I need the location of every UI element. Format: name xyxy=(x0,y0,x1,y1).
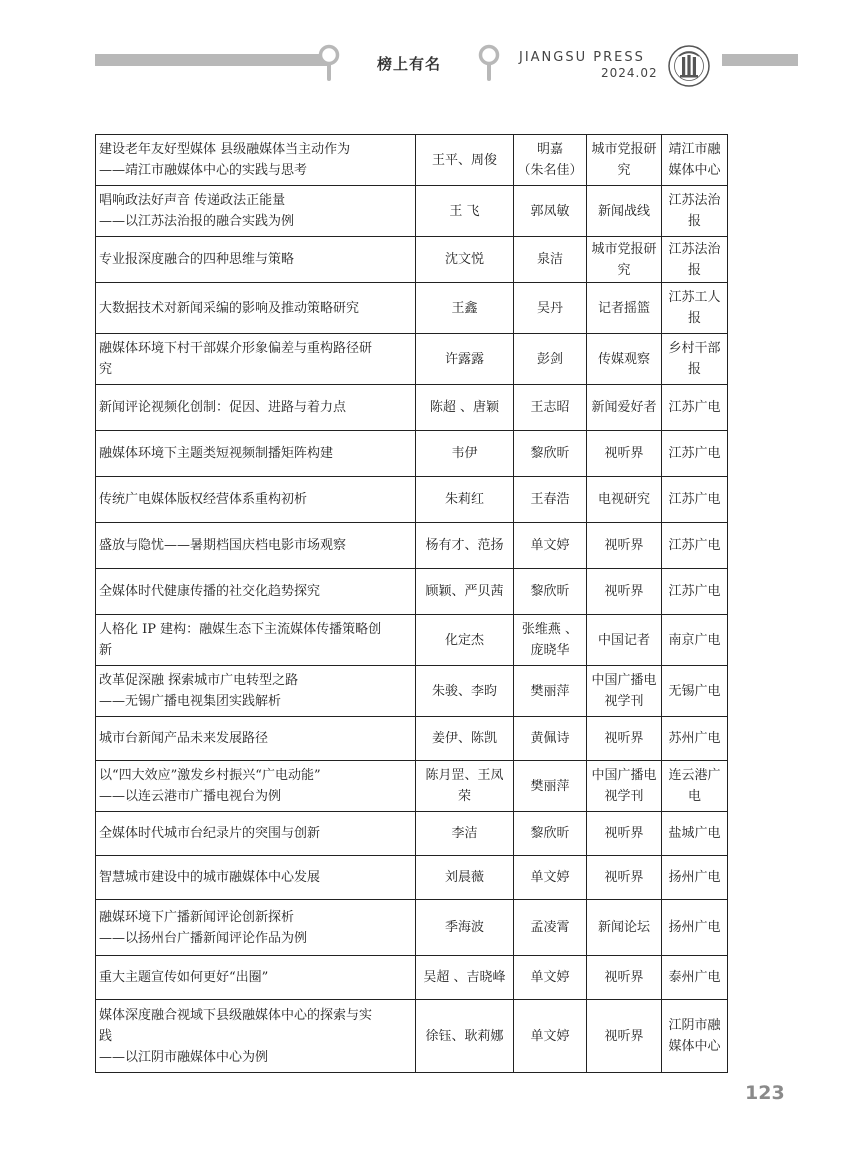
cell-text-line: 单文婷 xyxy=(530,538,570,553)
cell-text-line: 韦伊 xyxy=(451,446,478,461)
article-title-cell xyxy=(96,334,416,385)
editor-cell xyxy=(514,237,587,283)
unit-cell xyxy=(662,615,728,666)
cell-text-line: 靖江市融 xyxy=(668,142,721,157)
cell-text-line: 刘晨薇 xyxy=(444,870,484,885)
header-bar-right xyxy=(722,54,798,66)
unit-cell xyxy=(662,186,728,237)
cell-text-line: 王鑫 xyxy=(451,300,478,316)
publication-cell xyxy=(587,477,662,523)
cell-text-line: ——靖江市融媒体中心的实践与思考 xyxy=(99,163,308,178)
editor-cell xyxy=(514,1000,587,1073)
editor-cell xyxy=(514,717,587,761)
publication-cell xyxy=(587,761,662,812)
author-cell xyxy=(416,666,514,717)
cell-text-line: 苏州广电 xyxy=(668,731,721,746)
issue-date: 2024.02 xyxy=(601,66,658,80)
cell-text-line: 新闻论坛 xyxy=(597,920,650,935)
article-title-cell xyxy=(96,186,416,237)
cell-text-line: 改革促深融 探索城市广电转型之路 xyxy=(99,673,299,688)
cell-text-line: （朱名佳） xyxy=(517,163,583,178)
cell-text-line: 重大主题宣传如何更好“出圈” xyxy=(99,970,269,985)
cell-text-line: 人格化 IP 建构：融媒生态下主流媒体传播策略创 xyxy=(99,622,382,637)
cell-text-line: 媒体中心 xyxy=(668,1039,721,1054)
cell-text-line: 连云港广 xyxy=(668,768,721,783)
article-title-cell xyxy=(96,237,416,283)
publication-cell xyxy=(587,334,662,385)
cell-text-line: 王 飞 xyxy=(449,203,480,219)
table-row xyxy=(96,135,728,186)
cell-text-line: 融媒体环境下村干部媒介形象偏差与重构路径研 xyxy=(99,341,373,356)
cell-text-line: 电视研究 xyxy=(597,492,650,507)
author-cell xyxy=(416,385,514,431)
editor-cell xyxy=(514,569,587,615)
cell-text-line: 融媒体环境下主题类短视频制播矩阵构建 xyxy=(99,446,334,461)
cell-text-line: 视学刊 xyxy=(604,789,644,804)
cell-text-line: 城市党报研 xyxy=(591,142,657,157)
table-row xyxy=(96,615,728,666)
cell-text-line: 朱骏、李昀 xyxy=(431,683,497,699)
cell-text-line: 电 xyxy=(687,789,701,804)
cell-text-line: 化定杰 xyxy=(444,632,484,648)
cell-text-line: 视听界 xyxy=(604,970,644,985)
publication-cell xyxy=(587,956,662,1000)
table-row xyxy=(96,237,728,283)
editor-cell xyxy=(514,186,587,237)
cell-text-line: 报 xyxy=(687,214,701,229)
cell-text-line: ——以连云港市广播电视台为例 xyxy=(99,789,282,804)
publication-cell xyxy=(587,283,662,334)
unit-cell xyxy=(662,900,728,956)
cell-text-line: 盐城广电 xyxy=(668,826,721,841)
publication-cell xyxy=(587,1000,662,1073)
cell-text-line: 城市党报研 xyxy=(591,241,657,257)
article-title-cell xyxy=(96,477,416,523)
cell-text-line: 践 xyxy=(99,1028,113,1044)
publication-cell xyxy=(587,900,662,956)
unit-cell xyxy=(662,666,728,717)
cell-text-line: 视听界 xyxy=(604,731,644,746)
table-row xyxy=(96,956,728,1000)
cell-text-line: 姜伊、陈凯 xyxy=(431,731,497,746)
table-row xyxy=(96,431,728,477)
cell-text-line: ——以扬州台广播新闻评论作品为例 xyxy=(99,930,308,946)
author-cell xyxy=(416,477,514,523)
cell-text-line: 陈月罡、王凤 xyxy=(425,768,504,783)
cell-text-line: 南京广电 xyxy=(668,632,721,648)
publication-cell xyxy=(587,135,662,186)
cell-text-line: 新闻评论视频化创制：促因、进路与着力点 xyxy=(99,400,347,415)
editor-cell xyxy=(514,135,587,186)
cell-text-line: 顾颖、严贝茜 xyxy=(425,584,504,599)
article-title-cell xyxy=(96,569,416,615)
cell-text-line: 江苏广电 xyxy=(668,538,721,553)
article-title-cell xyxy=(96,385,416,431)
unit-cell xyxy=(662,477,728,523)
cell-text-line: 黎欣昕 xyxy=(530,826,570,841)
cell-text-line: 杨有才、范扬 xyxy=(425,538,504,553)
pin-icon xyxy=(318,44,340,84)
unit-cell xyxy=(662,761,728,812)
unit-cell xyxy=(662,135,728,186)
table-row xyxy=(96,666,728,717)
cell-text-line: 全媒体时代健康传播的社交化趋势探究 xyxy=(99,584,321,599)
author-cell xyxy=(416,812,514,856)
author-cell xyxy=(416,900,514,956)
cell-text-line: 建设老年友好型媒体 县级融媒体当主动作为 xyxy=(99,142,351,157)
cell-text-line: 孟凌霄 xyxy=(530,920,570,935)
table-row xyxy=(96,717,728,761)
cell-text-line: 视听界 xyxy=(604,538,644,553)
cell-text-line: 张维燕 、 xyxy=(521,622,579,637)
article-title-cell xyxy=(96,283,416,334)
publication-cell xyxy=(587,717,662,761)
article-title-cell xyxy=(96,761,416,812)
article-title-cell xyxy=(96,523,416,569)
table-row xyxy=(96,761,728,812)
author-cell xyxy=(416,237,514,283)
table-row xyxy=(96,569,728,615)
cell-text-line: 城市台新闻产品未来发展路径 xyxy=(99,731,269,746)
cell-text-line: 究 xyxy=(617,262,631,278)
cell-text-line: 视听界 xyxy=(604,870,644,885)
unit-cell xyxy=(662,569,728,615)
table-row xyxy=(96,477,728,523)
cell-text-line: 王春浩 xyxy=(530,492,570,507)
unit-cell xyxy=(662,431,728,477)
cell-text-line: 智慧城市建设中的城市融媒体中心发展 xyxy=(99,870,321,885)
publication-cell xyxy=(587,186,662,237)
editor-cell xyxy=(514,856,587,900)
cell-text-line: 融媒环境下广播新闻评论创新探析 xyxy=(99,909,295,925)
author-cell xyxy=(416,856,514,900)
table-row xyxy=(96,856,728,900)
cell-text-line: 吴丹 xyxy=(536,300,563,316)
cell-text-line: 朱莉红 xyxy=(444,492,484,507)
publication-cell xyxy=(587,615,662,666)
editor-cell xyxy=(514,334,587,385)
header-bar-left xyxy=(95,54,327,66)
cell-text-line: 报 xyxy=(687,262,701,278)
article-title-cell xyxy=(96,717,416,761)
cell-text-line: 扬州广电 xyxy=(668,920,721,935)
author-cell xyxy=(416,761,514,812)
publication-cell xyxy=(587,237,662,283)
cell-text-line: 中国记者 xyxy=(597,632,650,648)
cell-text-line: 王平、周俊 xyxy=(431,152,497,168)
article-title-cell xyxy=(96,615,416,666)
publication-cell xyxy=(587,666,662,717)
editor-cell xyxy=(514,283,587,334)
table-row xyxy=(96,523,728,569)
cell-text-line: 以“四大效应”激发乡村振兴“广电动能” xyxy=(99,768,321,783)
cell-text-line: 新 xyxy=(99,643,113,658)
cell-text-line: 季海波 xyxy=(444,920,484,935)
table-row xyxy=(96,385,728,431)
cell-text-line: 王志昭 xyxy=(530,400,570,415)
article-title-cell xyxy=(96,666,416,717)
author-cell xyxy=(416,431,514,477)
cell-text-line: 视听界 xyxy=(604,1028,644,1044)
unit-cell xyxy=(662,717,728,761)
cell-text-line: 乡村干部 xyxy=(668,341,721,356)
cell-text-line: 究 xyxy=(99,362,113,377)
cell-text-line: 中国广播电 xyxy=(591,673,657,688)
article-title-cell xyxy=(96,135,416,186)
cell-text-line: 新闻爱好者 xyxy=(591,400,657,415)
publication-cell xyxy=(587,431,662,477)
cell-text-line: 传媒观察 xyxy=(597,351,650,367)
page-number: 123 xyxy=(745,1082,785,1104)
cell-text-line: ——以江苏法治报的融合实践为例 xyxy=(99,214,295,229)
cell-text-line: 黎欣昕 xyxy=(530,584,570,599)
editor-cell xyxy=(514,812,587,856)
cell-text-line: 报 xyxy=(687,311,701,326)
cell-text-line: 新闻战线 xyxy=(597,203,650,219)
cell-text-line: 泰州广电 xyxy=(668,970,721,985)
table-row xyxy=(96,186,728,237)
author-cell xyxy=(416,334,514,385)
cell-text-line: 视学刊 xyxy=(604,694,644,709)
editor-cell xyxy=(514,900,587,956)
table-row xyxy=(96,283,728,334)
cell-text-line: 江苏工人 xyxy=(668,290,721,305)
cell-text-line: 视听界 xyxy=(604,446,644,461)
cell-text-line: 郭凤敏 xyxy=(530,203,570,219)
publication-cell xyxy=(587,856,662,900)
article-title-cell xyxy=(96,812,416,856)
editor-cell xyxy=(514,666,587,717)
cell-text-line: ——以江阴市融媒体中心为例 xyxy=(99,1049,269,1065)
cell-text-line: 李洁 xyxy=(451,826,478,841)
unit-cell xyxy=(662,812,728,856)
editor-cell xyxy=(514,615,587,666)
unit-cell xyxy=(662,385,728,431)
cell-text-line: 江苏广电 xyxy=(668,584,721,599)
article-title-cell xyxy=(96,856,416,900)
cell-text-line: 黎欣昕 xyxy=(530,446,570,461)
author-cell xyxy=(416,956,514,1000)
cell-text-line: 江苏法治 xyxy=(668,241,721,257)
cell-text-line: 吴超 、吉晓峰 xyxy=(423,970,506,985)
pin-icon xyxy=(478,44,500,84)
unit-cell xyxy=(662,237,728,283)
cell-text-line: 泉洁 xyxy=(536,252,563,267)
table-row xyxy=(96,900,728,956)
author-cell xyxy=(416,1000,514,1073)
cell-text-line: 徐钰、耿莉娜 xyxy=(425,1028,504,1044)
editor-cell xyxy=(514,431,587,477)
cell-text-line: 单文婷 xyxy=(530,870,570,885)
author-cell xyxy=(416,523,514,569)
cell-text-line: 庞晓华 xyxy=(530,643,570,658)
cell-text-line: 樊丽萍 xyxy=(530,683,570,699)
cell-text-line: 江苏广电 xyxy=(668,446,721,461)
author-cell xyxy=(416,186,514,237)
editor-cell xyxy=(514,761,587,812)
author-cell xyxy=(416,135,514,186)
table-row xyxy=(96,1000,728,1073)
cell-text-line: 彭剑 xyxy=(536,351,563,367)
cell-text-line: 传统广电媒体版权经营体系重构初析 xyxy=(99,492,308,507)
cell-text-line: 荣 xyxy=(457,789,471,804)
cell-text-line: 全媒体时代城市台纪录片的突围与创新 xyxy=(99,826,321,841)
cell-text-line: 许露露 xyxy=(444,351,484,367)
article-title-cell xyxy=(96,1000,416,1073)
author-cell xyxy=(416,283,514,334)
cell-text-line: 究 xyxy=(617,163,631,178)
cell-text-line: 黄佩诗 xyxy=(530,731,570,746)
cell-text-line: 江阴市融 xyxy=(668,1018,721,1033)
editor-cell xyxy=(514,523,587,569)
unit-cell xyxy=(662,283,728,334)
section-title: 榜上有名 xyxy=(377,55,442,73)
article-title-cell xyxy=(96,431,416,477)
author-cell xyxy=(416,615,514,666)
cell-text-line: 专业报深度融合的四种思维与策略 xyxy=(99,252,295,267)
publication-cell xyxy=(587,385,662,431)
table-row xyxy=(96,334,728,385)
cell-text-line: 媒体中心 xyxy=(668,163,721,178)
cell-text-line: 中国广播电 xyxy=(591,768,657,783)
award-list-table xyxy=(95,134,728,1073)
editor-cell xyxy=(514,477,587,523)
table-row xyxy=(96,812,728,856)
publication-cell xyxy=(587,569,662,615)
cell-text-line: 单文婷 xyxy=(530,970,570,985)
unit-cell xyxy=(662,523,728,569)
article-title-cell xyxy=(96,956,416,1000)
publication-cell xyxy=(587,812,662,856)
cell-text-line: 樊丽萍 xyxy=(530,778,570,794)
article-title-cell xyxy=(96,900,416,956)
cell-text-line: 唱响政法好声音 传递政法正能量 xyxy=(99,193,286,208)
cell-text-line: 江苏广电 xyxy=(668,400,721,415)
cell-text-line: 单文婷 xyxy=(530,1028,570,1044)
cell-text-line: 扬州广电 xyxy=(668,870,721,885)
press-name: JIANGSU PRESS xyxy=(519,50,645,65)
cell-text-line: 视听界 xyxy=(604,584,644,599)
table-body xyxy=(96,135,728,1073)
cell-text-line: 大数据技术对新闻采编的影响及推动策略研究 xyxy=(99,300,360,316)
author-cell xyxy=(416,717,514,761)
editor-cell xyxy=(514,385,587,431)
jiangsu-press-logo-icon xyxy=(663,44,715,88)
editor-cell xyxy=(514,956,587,1000)
cell-text-line: 盛放与隐忧——暑期档国庆档电影市场观察 xyxy=(99,538,347,553)
publication-cell xyxy=(587,523,662,569)
unit-cell xyxy=(662,856,728,900)
cell-text-line: 江苏法治 xyxy=(668,193,721,208)
unit-cell xyxy=(662,1000,728,1073)
cell-text-line: 视听界 xyxy=(604,826,644,841)
cell-text-line: 陈超 、唐颖 xyxy=(429,400,500,415)
cell-text-line: 报 xyxy=(687,362,701,377)
cell-text-line: 明嘉 xyxy=(536,142,563,157)
cell-text-line: 沈文悦 xyxy=(444,252,484,267)
cell-text-line: 媒体深度融合视域下县级融媒体中心的探索与实 xyxy=(99,1007,373,1023)
cell-text-line: 江苏广电 xyxy=(668,492,721,507)
author-cell xyxy=(416,569,514,615)
unit-cell xyxy=(662,334,728,385)
cell-text-line: 记者摇篮 xyxy=(597,300,650,316)
cell-text-line: 无锡广电 xyxy=(668,683,721,699)
cell-text-line: ——无锡广播电视集团实践解析 xyxy=(99,694,282,709)
unit-cell xyxy=(662,956,728,1000)
